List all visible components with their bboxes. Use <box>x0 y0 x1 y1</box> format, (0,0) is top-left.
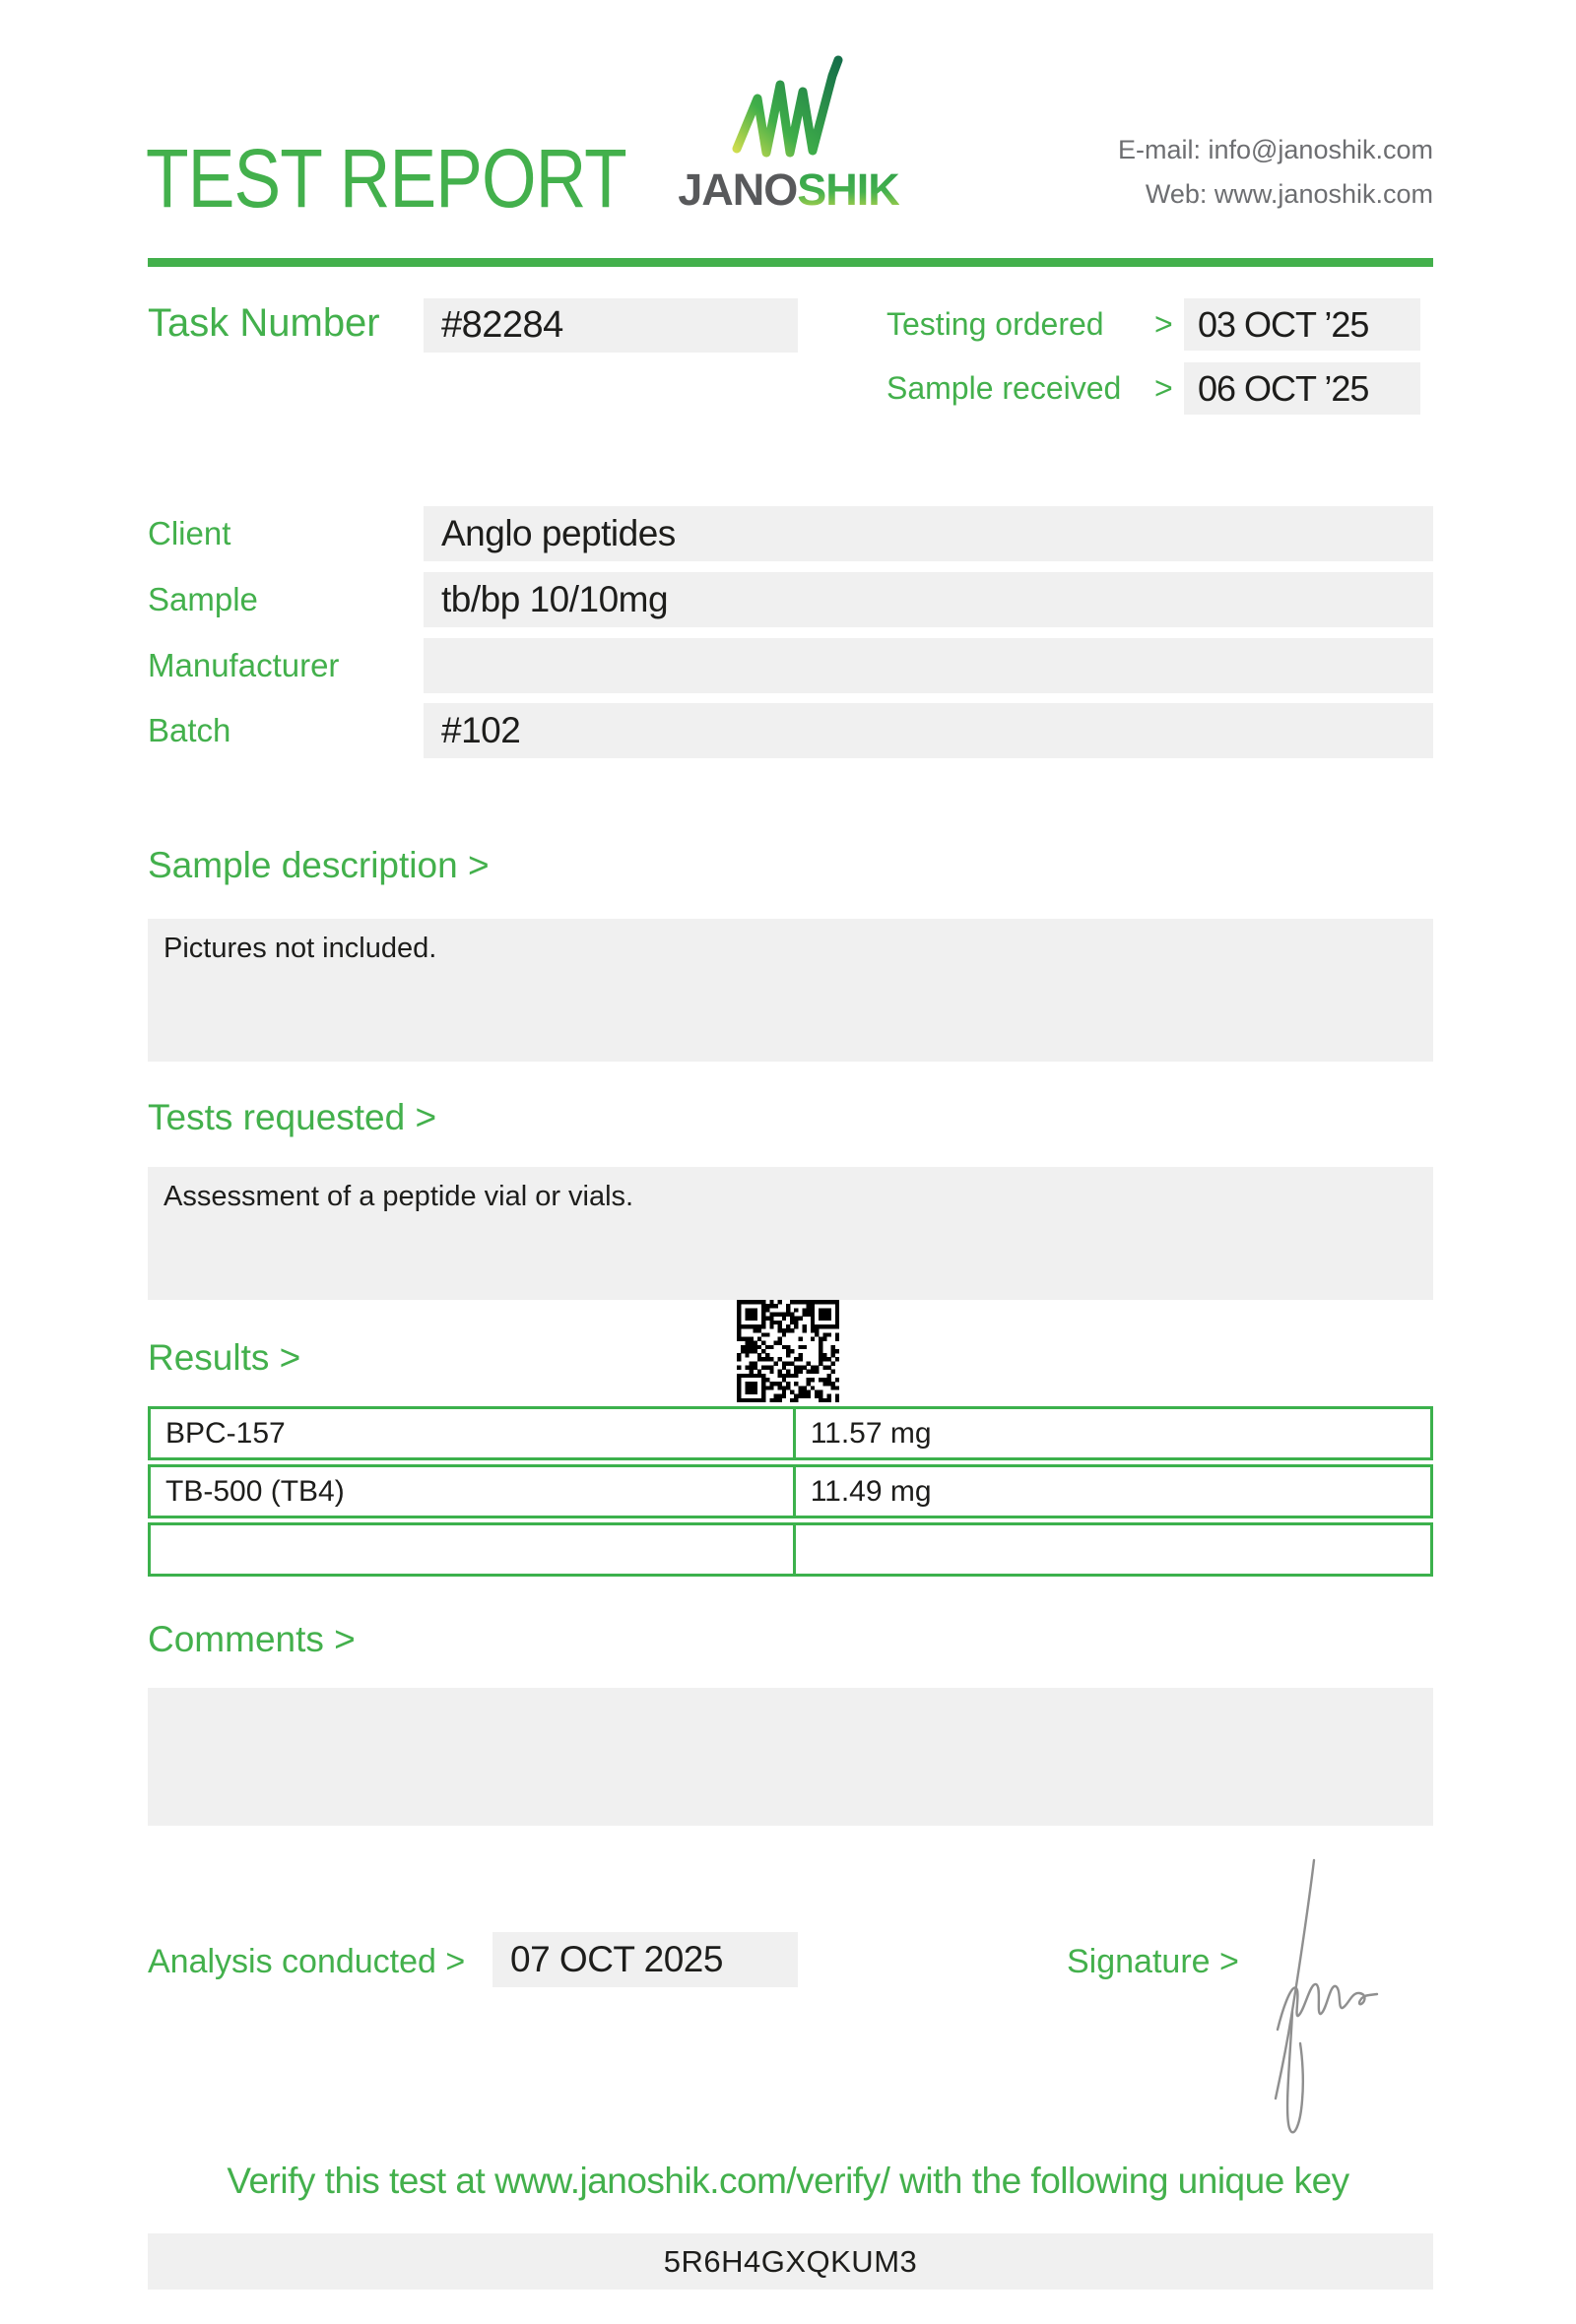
sample-value: tb/bp 10/10mg <box>424 572 1433 627</box>
task-number-value: #82284 <box>424 298 798 353</box>
logo-word-shik: SHIK <box>797 164 899 215</box>
logo-word-jano: JANO <box>678 164 798 215</box>
arrow-glyph: > <box>1154 306 1173 342</box>
table-row <box>148 1522 1433 1577</box>
janoshik-logo <box>673 54 904 216</box>
result-amount: 11.57 mg <box>810 1417 932 1450</box>
client-label: Client <box>148 515 231 551</box>
qr-code <box>737 1300 839 1402</box>
result-amount <box>796 1525 1430 1574</box>
sample-description-heading: Sample description > <box>148 845 490 885</box>
analysis-date-value: 07 OCT 2025 <box>492 1932 798 1987</box>
testing-ordered-row <box>886 298 1420 351</box>
analysis-conducted-label: Analysis conducted > <box>148 1943 466 1980</box>
arrow-glyph: > <box>1154 370 1173 406</box>
manufacturer-value <box>424 638 1433 693</box>
sample-description-box: Pictures not included. <box>148 919 1433 1062</box>
result-compound: TB-500 (TB4) <box>151 1467 796 1516</box>
result-compound: BPC-157 <box>151 1409 796 1457</box>
logo-wordmark <box>673 164 904 216</box>
tests-requested-box: Assessment of a peptide vial or vials. <box>148 1167 1433 1300</box>
signature-label: Signature > <box>1067 1943 1239 1980</box>
testing-ordered-value: 03 OCT ’25 <box>1184 298 1420 351</box>
sample-received-row <box>886 362 1420 415</box>
sample-label: Sample <box>148 581 258 617</box>
verify-instructions: Verify this test at www.janoshik.com/verify/ with the following unique key <box>227 2161 1349 2201</box>
header-divider <box>148 258 1433 267</box>
signature-image <box>1273 1854 1401 2145</box>
contact-web[interactable]: Web: www.janoshik.com <box>1145 179 1433 209</box>
task-number-label: Task Number <box>148 301 380 345</box>
results-heading: Results > <box>148 1337 301 1378</box>
unique-key-value: 5R6H4GXQKUM3 <box>148 2233 1433 2290</box>
testing-ordered-label: Testing ordered <box>886 306 1104 342</box>
table-row <box>148 1406 1433 1460</box>
results-table <box>148 1406 1433 1581</box>
sample-received-label: Sample received <box>886 370 1122 406</box>
result-amount: 11.49 mg <box>810 1475 932 1508</box>
batch-label: Batch <box>148 712 231 748</box>
contact-info <box>1118 128 1433 217</box>
table-row <box>148 1464 1433 1518</box>
page-title: TEST REPORT <box>146 132 626 225</box>
manufacturer-label: Manufacturer <box>148 647 340 683</box>
batch-value: #102 <box>424 703 1433 758</box>
comments-heading: Comments > <box>148 1619 356 1659</box>
client-value: Anglo peptides <box>424 506 1433 561</box>
sample-received-value: 06 OCT ’25 <box>1184 362 1420 415</box>
result-compound <box>151 1525 796 1574</box>
growth-chart-icon <box>730 54 848 161</box>
tests-requested-heading: Tests requested > <box>148 1097 437 1137</box>
contact-email[interactable]: E-mail: info@janoshik.com <box>1117 135 1433 164</box>
comments-box <box>148 1688 1433 1826</box>
